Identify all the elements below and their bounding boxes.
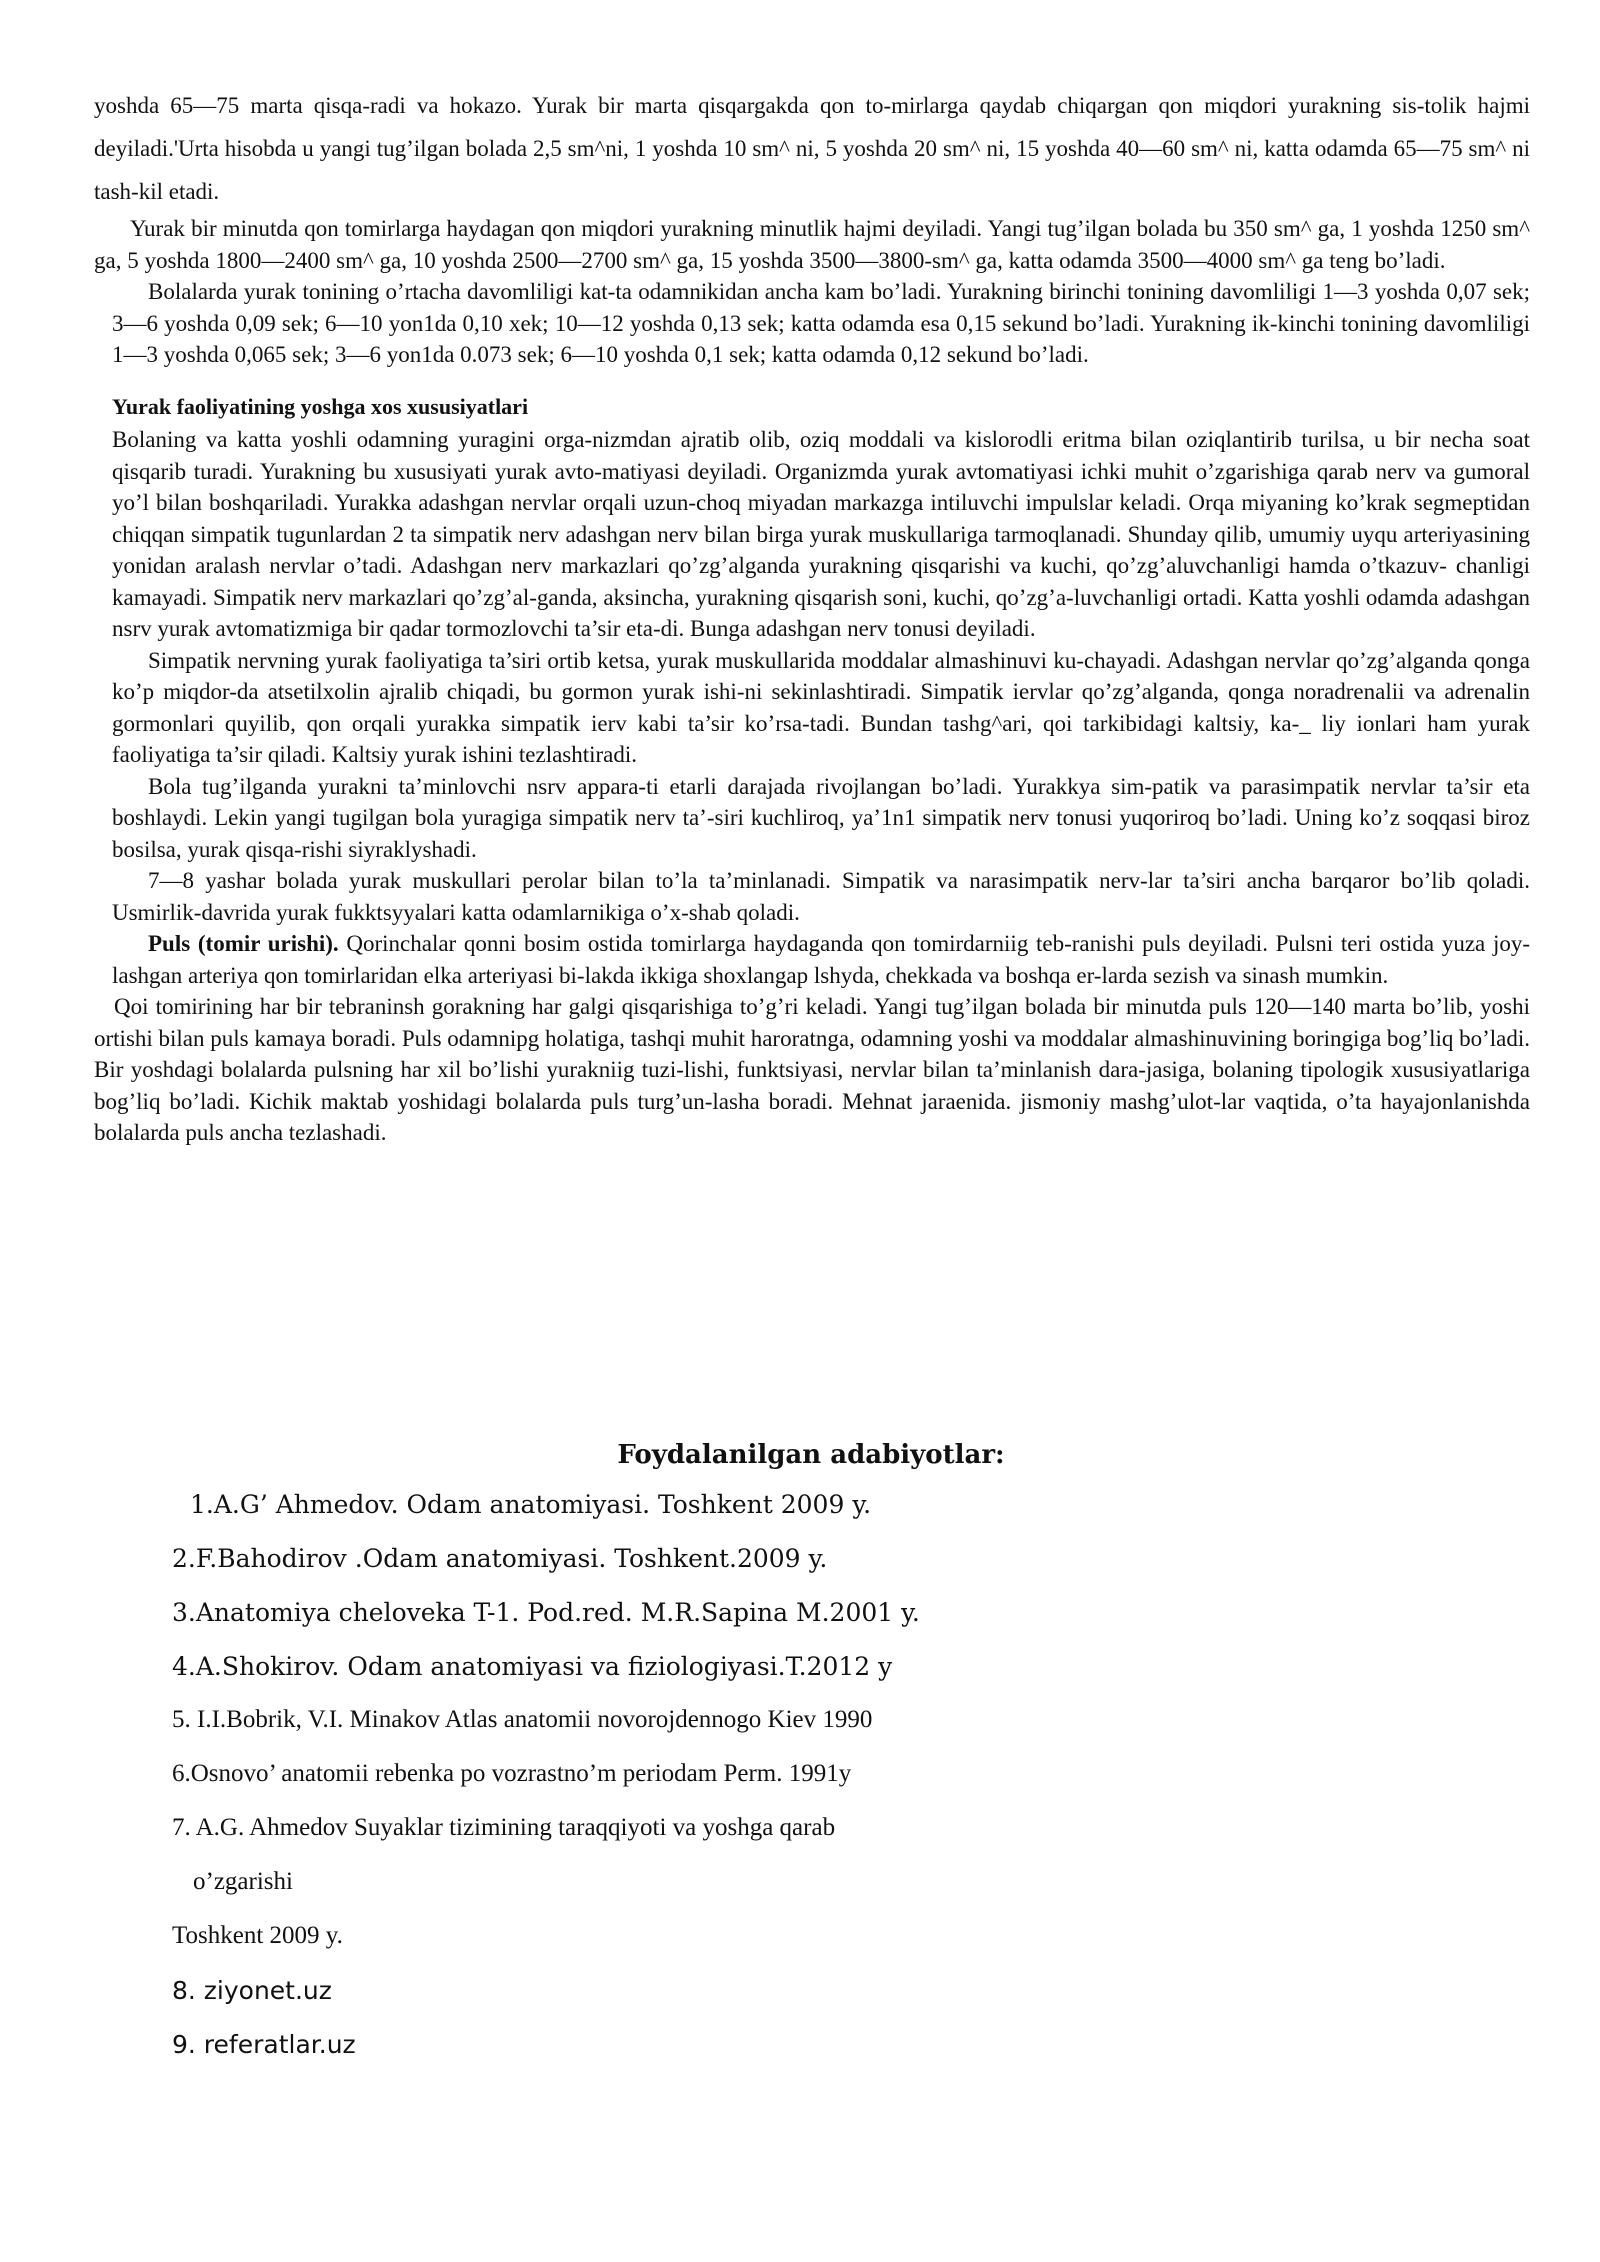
reference-item: Toshkent 2009 y. bbox=[172, 1922, 343, 1949]
reference-link: 9. referatlar.uz bbox=[172, 2030, 356, 2059]
reference-item: o’zgarishi bbox=[193, 1868, 293, 1895]
reference-link: 8. ziyonet.uz bbox=[172, 1976, 332, 2005]
pulse-definition: Qorinchalar qonni bosim ostida tomirlarga haydaganda qon tomirdarniig teb-ranishi puls deyiladi. Pulsni teri ostida yuza joy-lashgan arteriya qon tomirlaridan elka arteriyasi bi-lakda ikkiga shoxlangap lshyda, chekkada va boshqa er-larda sezish va sinash mumkin. bbox=[112, 931, 1530, 988]
paragraph-newborn-innervation: Bola tug’ilganda yurakni ta’minlovchi nsrv appara-ti etarli darajada rivojlangan bo’ladi. Yurakkya sim-patik va parasimpatik nervlar ta’sir eta boshlaydi. Lekin yangi tugilgan bola yuragiga simpatik nerv ta’-siri kuchliroq, ya’1n1 simpatik nerv tonusi yuqoriroq bo’ladi. Uning ko’z soqqasi biroz bosilsa, yurak qisqa-rishi siyraklyshadi. bbox=[112, 773, 1530, 862]
paragraph-automaticity: Bolaning va katta yoshli odamning yuragini orga-nizmdan ajratib olib, oziq moddali va kislorodli eritma bilan oziqlantirib turilsa, u bir necha soat qisqarib turadi. Yurakning bu xususiyati yurak avto-matiyasi deyiladi. Organizmda yurak avtomatiyasi ichki muhit o’zgarishiga qarab nerv va gumoral yo’l bilan boshqariladi. Yurakka adashgan nervlar orqali uzun-choq miyadan markazga intiluvchi impulslar keladi. Orqa miyaning ko’krak segmeptidan chiqqan simpatik tugunlardan 2 ta simpatik nerv adashgan nerv bilan birga yurak muskullariga tarmoqlanadi. Shunday qilib, umumiy uyqu arteriyasining yonidan aralash nervlar o’tadi. Adashgan nerv markazlari qo’zg’alganda yurakning qisqarishi va kuchi, qo’zg’aluvchanligi hamda o’tkazuv- chanligi kamayadi. Simpatik nerv markazlari qo’zg’al-ganda, aksincha, yurakning qisqarish soni, kuchi, qo’zg’a-luvchanligi ortadi. Katta yoshli odamda adashgan nsrv yurak avtomatizmiga bir qadar tormozlovchi ta’sir eta-di. Bunga adashgan nerv tonusi deyiladi. bbox=[112, 427, 1530, 641]
body-text bbox=[94, 84, 1530, 1149]
paragraph-pulse bbox=[112, 928, 1530, 991]
reference-item: 3.Anatomiya cheloveka T-1. Pod.red. M.R.Sapina M.2001 y. bbox=[172, 1598, 920, 1627]
paragraph-age-7-8: 7—8 yashar bolada yurak muskullari perolar bilan to’la ta’minlanadi. Simpatik va narasimpatik nerv-lar ta’siri ancha barqaror bo’lib qoladi. Usmirlik-davrida yurak fukktsyyalari katta odamlarnikiga o’x-shab qoladi. bbox=[112, 868, 1530, 925]
references-title: Foydalanilgan adabiyotlar: bbox=[617, 1440, 1005, 1470]
paragraph-pulse-rate: Qoi tomirining har bir tebraninsh gorakning har galgi qisqarishiga to’g’ri keladi. Yangi tug’ilgan bolada bir minutda puls 120—140 marta bo’lib, yoshi ortishi bilan puls kamaya boradi. Puls odamnipg holatiga, tashqi muhit haroratnga, odamning yoshi va moddalar almashinuvining boringiga bog’liq bo’ladi. Bir yoshdagi bolalarda pulsning har xil bo’lishi yurakniig tuzi-lishi, funktsiyasi, nervlar bilan ta’minlanish dara-jasiga, bolaning tipologik xususiyatlariga bog’liq bo’ladi. Kichik maktab yoshidagi bolalarda puls turg’un-lasha boradi. Mehnat jaraenida. jismoniy mashg’ulot-lar vaqtida, o’ta hayajonlanishda bolalarda puls ancha tezlashadi. bbox=[94, 994, 1530, 1145]
reference-item: 5. I.I.Bobrik, V.I. Minakov Atlas anatomii novorojdennogo Kiev 1990 bbox=[172, 1706, 873, 1733]
reference-item: 4.A.Shokirov. Odam anatomiyasi va fiziologiyasi.T.2012 y bbox=[172, 1652, 893, 1681]
reference-item: 1.A.G’ Ahmedov. Odam anatomiyasi. Toshkent 2009 y. bbox=[190, 1490, 872, 1519]
reference-item: 6.Osnovo’ anatomii rebenka po vozrastno’m periodam Perm. 1991y bbox=[172, 1760, 852, 1787]
reference-item: 2.F.Bahodirov .Odam anatomiyasi. Toshkent.2009 y. bbox=[172, 1544, 828, 1573]
paragraph-sympathetic: Simpatik nervning yurak faoliyatiga ta’siri ortib ketsa, yurak muskullarida moddalar almashinuvi ku-chayadi. Adashgan nervlar qo’zg’alganda qonga ko’p miqdor-da atsetilxolin ajralib chiqadi, bu gormon yurak ishi-ni sekinlashtiradi. Simpatik iervlar qo’zg’alganda, qonga noradrenalii va adrenalin gormonlari quyilib, qon orqali yurakka simpatik ierv kabi ta’sir ko’rsa-tadi. Bundan tashg^ari, qoi tarkibidagi kaltsiy, ka-_ liy ionlari ham yurak faoliyatiga ta’sir qiladi. Kaltsiy yurak ishini tezlashtiradi. bbox=[112, 647, 1530, 767]
paragraph-heart-tones: Bolalarda yurak tonining o’rtacha davomliligi kat-ta odamnikidan ancha kam bo’ladi. Yurakning birinchi tonining davomliligi 1—3 yoshda 0,07 sek; 3—6 yoshda 0,09 sek; 6—10 yon1da 0,10 xek; 10—12 yoshda 0,13 sek; katta odamda esa 0,15 sekund bo’ladi. Yurakning ik-kinchi tonining davomliligi 1—3 yoshda 0,065 sek; 3—6 yon1da 0.073 sek; 6—10 yoshda 0,1 sek; katta odamda 0,12 sekund bo’ladi. bbox=[112, 279, 1530, 367]
paragraph-minute-volume: Yurak bir minutda qon tomirlarga haydagan qon miqdori yurakning minutlik hajmi deyiladi. Yangi tug’ilgan bolada bu 350 sm^ ga, 1 yoshda 1250 sm^ ga, 5 yoshda 1800—2400 sm^ ga, 10 yoshda 2500—2700 sm^ ga, 15 yoshda 3500—3800-sm^ ga, katta odamda 3500—4000 sm^ ga teng bo’ladi. bbox=[94, 216, 1530, 273]
paragraph-stroke-volume: yoshda 65—75 marta qisqa-radi va hokazo. Yurak bir marta qisqargakda qon to-mirlarga qaydab chiqargan qon miqdori yurakning sis-tolik hajmi deyiladi.'Urta hisobda u yangi tug’ilgan bolada 2,5 sm^ni, 1 yoshda 10 sm^ ni, 5 yoshda 20 sm^ ni, 15 yoshda 40—60 sm^ ni, katta odamda 65—75 sm^ ni tash-kil etadi. bbox=[94, 93, 1530, 204]
pulse-term: Puls (tomir urishi). bbox=[148, 931, 339, 956]
reference-item: 7. A.G. Ahmedov Suyaklar tizimining taraqqiyoti va yoshga qarab bbox=[172, 1814, 836, 1841]
section-heading: Yurak faoliyatining yoshga xos xususiyatlari bbox=[112, 393, 529, 419]
